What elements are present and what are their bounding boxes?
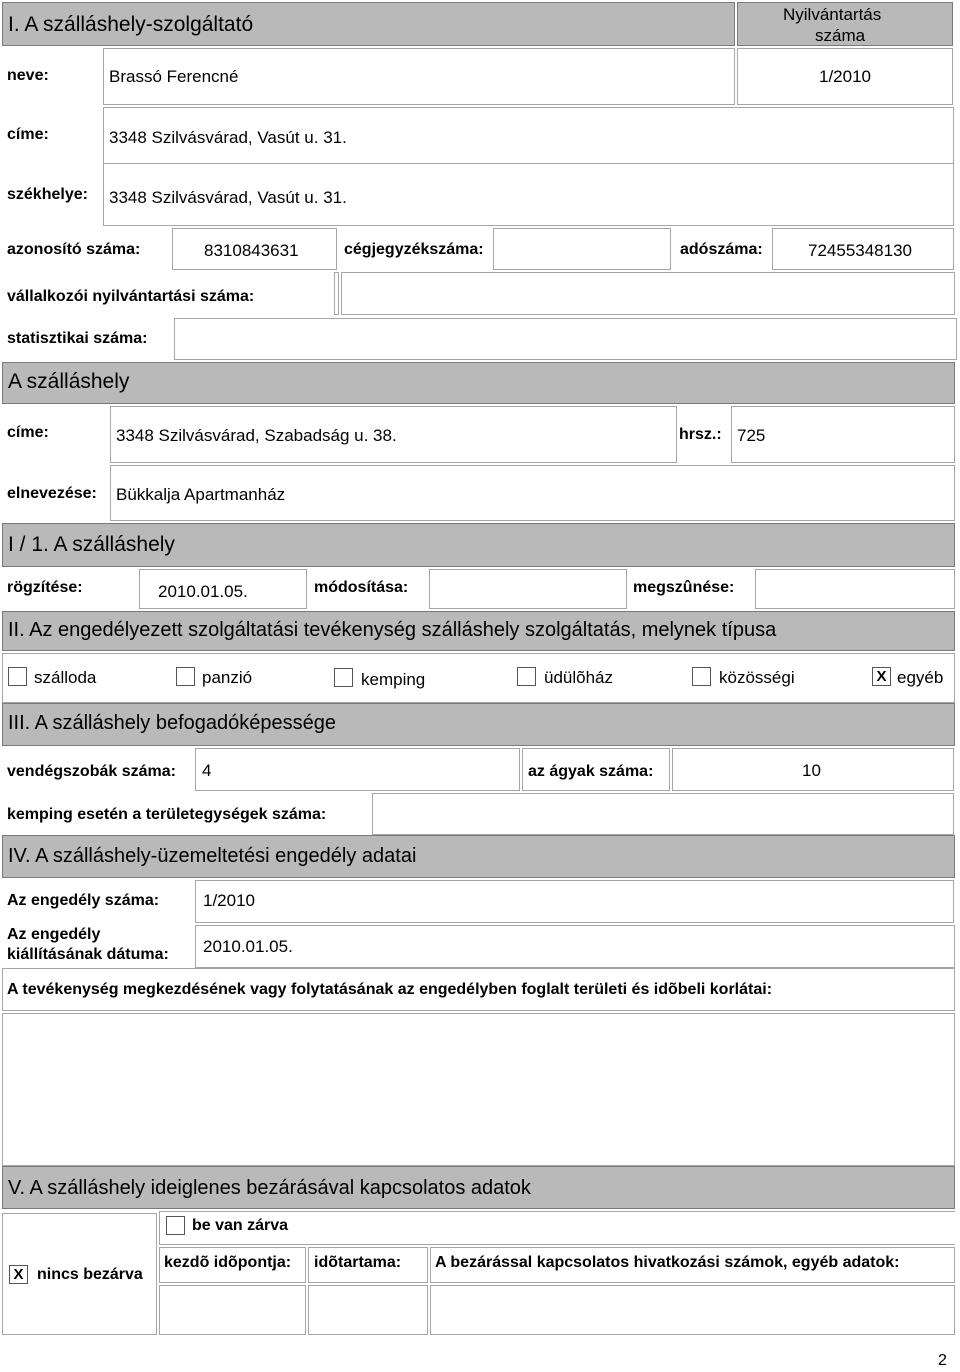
refs-label: A bezárással kapcsolatos hivatkozási számok, egyéb adatok: [435,1254,900,1271]
entrepreneur-field-divider [334,272,339,315]
hrsz-value: 725 [737,426,766,445]
company-reg-label: cégjegyzékszáma: [344,241,484,258]
type-szalloda-label: szálloda [34,668,97,687]
refs-field [430,1285,955,1335]
recorded-label: rögzítése: [7,579,83,596]
closed-checkbox[interactable] [166,1216,185,1235]
id-label: azonosító száma: [7,241,141,258]
start-field [159,1285,306,1335]
registry-number-value: 1/2010 [819,67,871,86]
type-szalloda-checkbox[interactable] [8,667,27,686]
accommodation-address-value: 3348 Szilvásvárad, Szabadság u. 38. [116,426,397,445]
section-1-1-title: I / 1. A szálláshely [8,533,175,556]
registry-label-line1: Nyilvántartás [783,5,882,24]
ended-label: megszûnése: [633,579,735,596]
type-udulohaz-checkbox[interactable] [517,667,536,686]
closed-label: be van zárva [192,1217,289,1234]
permit-date-label-line2: kiállításának dátuma: [7,946,169,963]
ended-field [755,569,955,609]
type-egyeb-label: egyéb [897,668,944,687]
not-closed-checkbox[interactable]: X [9,1265,28,1284]
type-panzio-label: panzió [202,668,253,687]
permit-date-label-line1: Az engedély [7,926,101,943]
type-kemping-checkbox[interactable] [334,668,353,687]
entrepreneur-field [341,272,955,315]
not-closed-label: nincs bezárva [37,1266,143,1283]
permit-no-label: Az engedély száma: [7,892,160,909]
types-row [2,653,955,703]
beds-value: 10 [802,761,821,780]
company-reg-field [493,228,671,270]
provider-address-value: 3348 Szilvásvárad, Vasút u. 31. [109,128,347,147]
type-udulohaz-label: üdülõház [544,668,614,687]
type-kemping-label: kemping [361,670,426,689]
type-kozossegi-checkbox[interactable] [692,667,711,686]
modified-label: módosítása: [314,579,409,596]
limits-field [2,1013,955,1166]
beds-label: az ágyak száma: [528,763,654,780]
provider-seat-value: 3348 Szilvásvárad, Vasút u. 31. [109,188,347,207]
accommodation-name-label: elnevezése: [7,485,97,502]
entrepreneur-label: vállalkozói nyilvántartási száma: [7,288,255,305]
section-1-title: I. A szálláshely-szolgáltató [8,13,254,36]
start-label: kezdõ idõpontja: [164,1254,292,1271]
tax-value: 72455348130 [808,241,913,260]
page-number: 2 [938,1352,947,1369]
modified-field [429,569,627,609]
duration-label: idõtartama: [314,1254,402,1271]
camping-label: kemping esetén a területegységek száma: [7,806,327,823]
tax-label: adószáma: [680,241,763,258]
rooms-value: 4 [202,761,212,780]
registry-label-line2: száma [815,26,866,45]
id-value: 8310843631 [204,241,299,260]
provider-address-label: címe: [7,126,49,143]
limits-label: A tevékenység megkezdésének vagy folytatásának az engedélyben foglalt területi és idõbeli korlátai: [7,981,773,998]
camping-field [372,793,954,835]
section-2-title: II. Az engedélyezett szolgáltatási tevékenység szálláshely szolgáltatás, melynek típusa [8,619,777,641]
hrsz-label: hrsz.: [679,426,722,443]
accommodation-address-label: címe: [7,424,49,441]
rooms-field [195,748,520,791]
permit-no-field [195,880,954,923]
stat-field [174,318,957,360]
provider-seat-label: székhelye: [7,186,88,203]
provider-name-label: neve: [7,67,49,84]
accommodation-name-value: Bükkalja Apartmanház [116,485,286,504]
accommodation-title: A szálláshely [8,370,130,393]
type-panzio-checkbox[interactable] [176,667,195,686]
rooms-label: vendégszobák száma: [7,763,176,780]
section-5-title: V. A szálláshely ideiglenes bezárásával kapcsolatos adatok [8,1177,531,1199]
permit-no-value: 1/2010 [203,891,255,910]
recorded-value: 2010.01.05. [158,582,248,601]
section-3-title: III. A szálláshely befogadóképessége [8,712,337,734]
section-4-title: IV. A szálláshely-üzemeltetési engedély adatai [8,845,417,867]
accommodation-header [2,362,955,404]
provider-name-value: Brassó Ferencné [109,67,239,86]
stat-label: statisztikai száma: [7,330,148,347]
permit-date-field [195,925,955,968]
type-kozossegi-label: közösségi [719,668,795,687]
duration-field [308,1285,428,1335]
permit-date-value: 2010.01.05. [203,937,293,956]
type-egyeb-checkbox[interactable]: X [872,667,891,686]
